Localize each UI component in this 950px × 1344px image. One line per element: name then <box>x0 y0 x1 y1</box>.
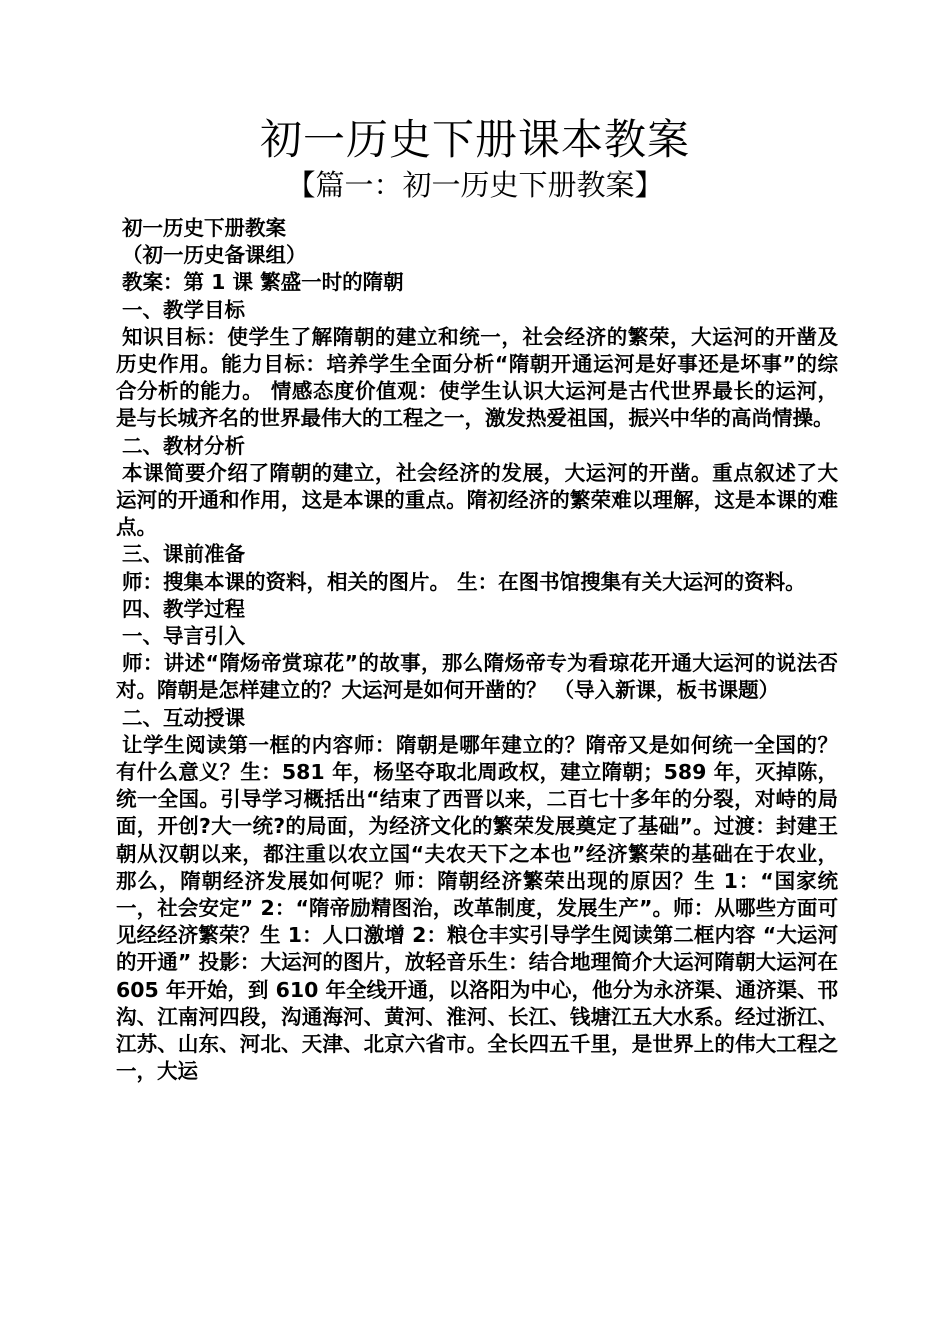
paragraph-introduction: 师：讲述“隋炀帝赏琼花”的故事，那么隋炀帝专为看琼花开通大运河的说法否对。隋朝是怎样建立的？大运河是如何开凿的？ （导入新课，板书课题） <box>116 651 838 703</box>
lesson-plan-group: （初一历史备课组） <box>122 243 307 268</box>
lesson-plan-heading: 初一历史下册教案 <box>122 216 286 240</box>
paragraph-interactive: 让学生阅读第一框的内容师：隋朝是哪年建立的？隋帝又是如何统一全国的？有什么意义？生：581 年，杨坚夺取北周政权，建立隋朝；589 年，灭掉陈，统一全国。引导学习概括出“结束了西晋以来，二百七十多年的分裂，对峙的局面，开创?大一统?的局面，为经济文化的繁荣发展奠定了基础”。过渡：封建王朝从汉朝以来，都注重以农立国“夫农天下之本也”经济繁荣的基础在于农业，那么，隋朝经济发展如何呢？师：隋朝经济繁荣出现的原因？生 1：“国家统一，社会安定” 2：“隋帝励精图治，改革制度，发展生产”。师：从哪些方面可见经经济繁荣？生 1：人口激增 2：粮仓丰实引导学生阅读第二框内容 “大运河的开通” 投影：大运河的图片，放轻音乐生：结合地理简介大运河隋朝大运河在 605 年开始，到 610 年全线开通，以洛阳为中心，他分为永济渠、通济渠、邗沟、江南河四段，沟通海河、黄河、淮河、长江、钱塘江五大水系。经过浙江、江苏、山东、河北、天津、北京六省市。全长四五千里，是世界上的伟大工程之一，大运 <box>116 732 838 1084</box>
document-subtitle: 【篇一：初一历史下册教案】 <box>286 168 664 202</box>
paragraph-preparation: 师：搜集本课的资料，相关的图片。 生：在图书馆搜集有关大运河的资料。 <box>122 569 806 594</box>
lesson-title: 教案：第 1 课 繁盛一时的隋朝 <box>122 270 404 295</box>
section-heading-objectives: 一、教学目标 <box>122 297 245 322</box>
document-title: 初一历史下册课本教案 <box>259 115 690 164</box>
section-heading-process: 四、教学过程 <box>122 596 245 621</box>
paragraph-objectives: 知识目标：使学生了解隋朝的建立和统一，社会经济的繁荣，大运河的开凿及历史作用。能力目标：培养学生全面分析“隋朝开通运河是好事还是坏事”的综合分析的能力。 情感态度价值观：使学生认识大运河是古代世界最长的运河，是与长城齐名的世界最伟大的工程之一，激发热爱祖国，振兴中华的高尚情操。 <box>116 324 838 431</box>
section-heading-preparation: 三、课前准备 <box>122 542 245 567</box>
paragraph-analysis: 本课简要介绍了隋朝的建立，社会经济的发展，大运河的开凿。重点叙述了大运河的开通和作用，这是本课的重点。隋初经济的繁荣难以理解，这是本课的难点。 <box>116 460 838 540</box>
section-heading-analysis: 二、教材分析 <box>122 433 245 458</box>
document-body <box>116 215 838 1086</box>
subsection-heading-interactive: 二、互动授课 <box>122 705 245 730</box>
subsection-heading-introduction: 一、导言引入 <box>122 624 245 649</box>
